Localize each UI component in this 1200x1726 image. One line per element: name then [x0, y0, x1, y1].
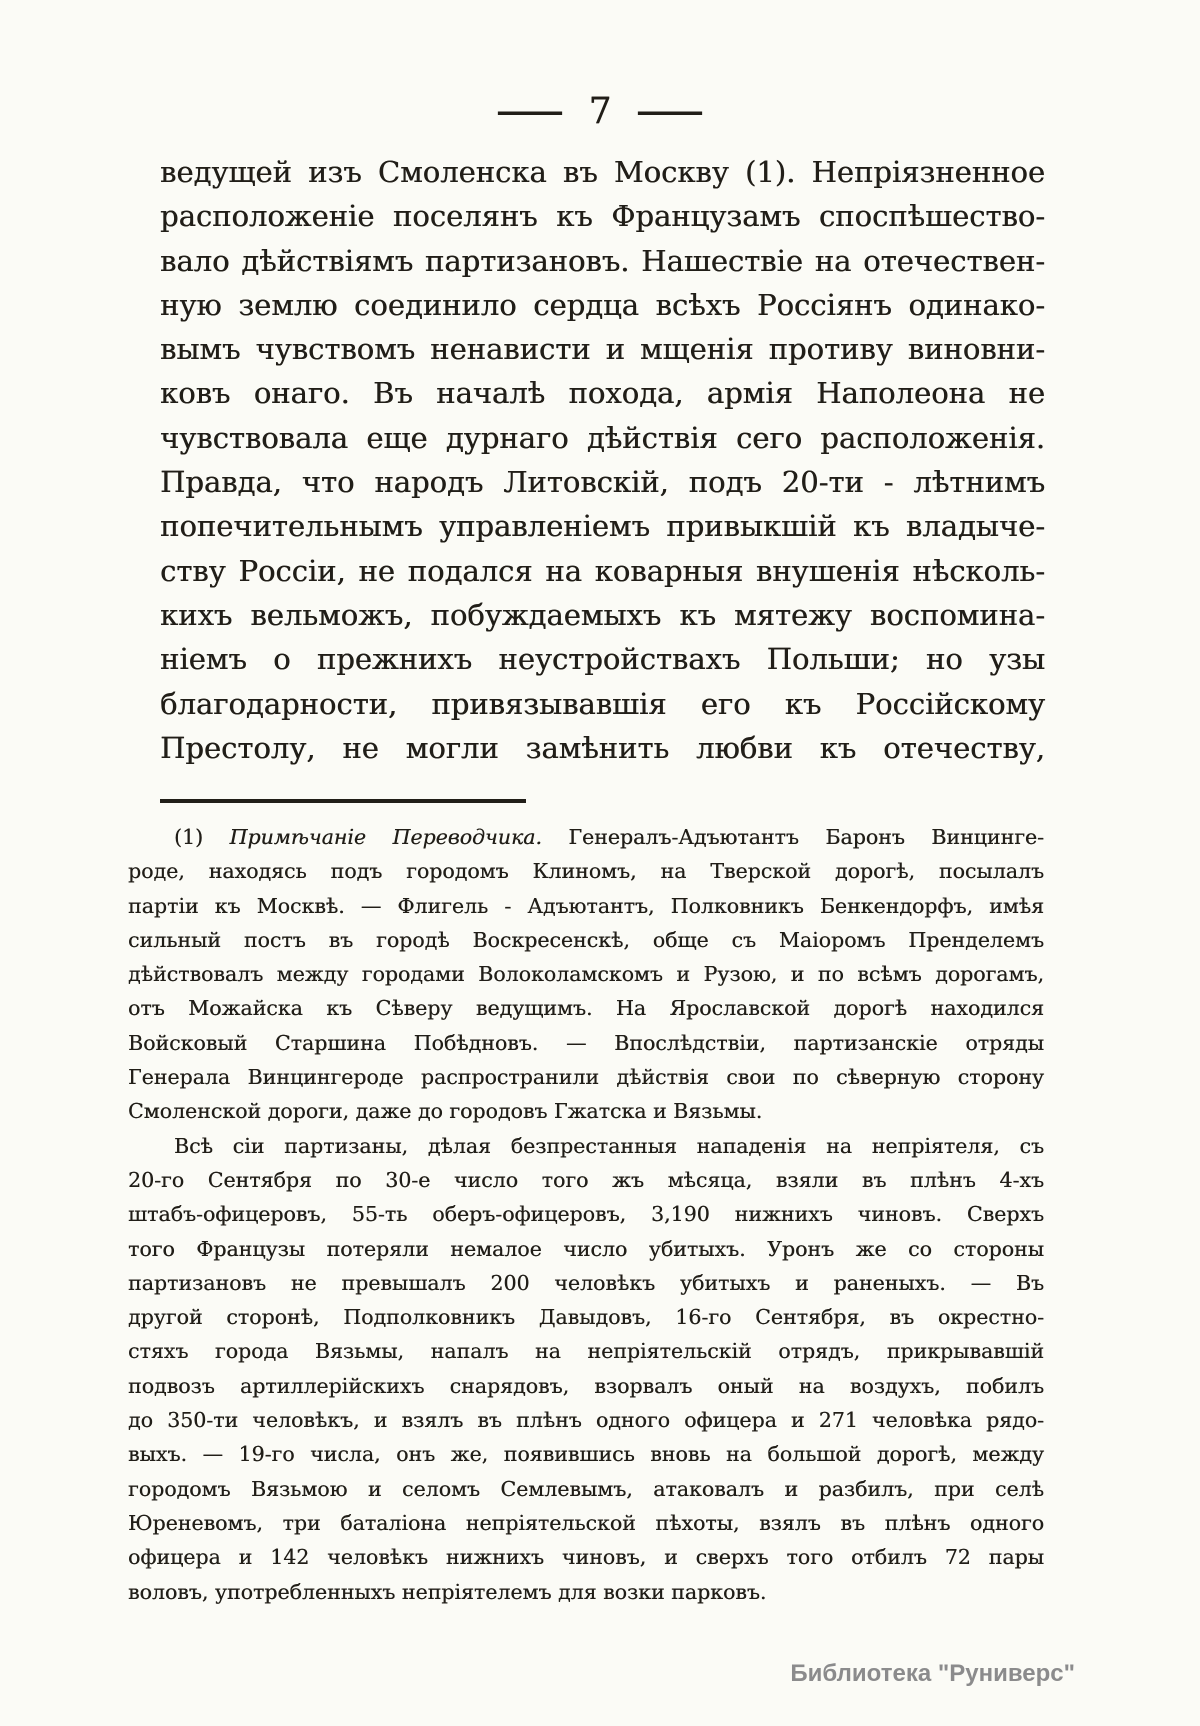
main-text-line: Правда, что народъ Литовскій, подъ 20-ти - лѣтнимъ [160, 465, 1045, 500]
footnote-line: того Французы потеряли немалое число убитыхъ. Уронъ же со стороны [128, 1236, 1044, 1261]
footnote-line: воловъ, употребленныхъ непріятелемъ для возки парковъ. [128, 1579, 767, 1604]
footnote-line: партіи къ Москвѣ. — Флигель - Адъютантъ, Полковникъ Бенкендорфъ, имѣя [128, 893, 1044, 918]
footnote-line: 20-го Сентября по 30-е число того жъ мѣсяца, взяли въ плѣнъ 4-хъ [128, 1167, 1044, 1192]
footnote-title: Примѣчаніе Переводчика. [229, 825, 542, 849]
footnote-line: роде, находясь подъ городомъ Клиномъ, на Тверской дорогѣ, посылалъ [128, 859, 1044, 884]
main-text-line: ковъ онаго. Въ началѣ похода, армія Наполеона не [160, 376, 1045, 411]
main-text-block [160, 150, 1045, 770]
page-number: 7 [588, 91, 612, 132]
watermark: Библиотека "Руниверс" [790, 1660, 1075, 1687]
footnote-line: офицера и 142 человѣкъ нижнихъ чиновъ, и сверхъ того отбилъ 72 пары [128, 1545, 1044, 1570]
main-text-line: вымъ чувствомъ ненависти и мщенія противу виновни- [160, 332, 1045, 367]
footnote-block [128, 820, 1044, 1609]
main-text-line: расположеніе поселянъ къ Французамъ споспѣшество- [160, 199, 1045, 234]
footnote-line: стяхъ города Вязьмы, напалъ на непріятельскій отрядъ, прикрывавшій [128, 1339, 1044, 1364]
footnote-line: Юреневомъ, три баталіона непріятельской пѣхоты, взялъ въ плѣнъ одного [128, 1510, 1044, 1535]
footnote-lines [128, 854, 1044, 1609]
main-text-line: ную землю соединило сердца всѣхъ Россіянъ одинако- [160, 287, 1045, 322]
page-number-dash-left: — [493, 94, 566, 129]
footnote-line: подвозъ артиллерійскихъ снарядовъ, взорвалъ оный на воздухъ, побилъ [128, 1373, 1044, 1398]
main-text-line: Престолу, не могли замѣнить любви къ отечеству, [160, 730, 1045, 765]
footnote-first-line [128, 820, 1044, 854]
footnote-line: Генерала Винцингероде распространили дѣйствія свои по сѣверную сторону [128, 1065, 1044, 1090]
footnote-line: сильный постъ въ городѣ Воскресенскѣ, обще съ Маіоромъ Пренделемъ [128, 927, 1044, 952]
main-text-line: благодарности, привязывавшія его къ Россійскому [160, 686, 1045, 721]
footnote-separator-rule [160, 799, 526, 803]
main-text-line: чувствовала еще дурнаго дѣйствія сего расположенія. [160, 420, 1045, 455]
footnote-line: до 350-ти человѣкъ, и взялъ въ плѣнъ одного офицера и 271 человѣка рядо- [128, 1408, 1044, 1433]
main-text-line: ведущей изъ Смоленска въ Москву (1). Непріязненное [160, 155, 1045, 189]
footnote-line: Войсковый Старшина Побѣдновъ. — Впослѣдствіи, партизанскіе отряды [128, 1030, 1044, 1055]
footnote-line: штабъ-офицеровъ, 55-ть оберъ-офицеровъ, 3,190 нижнихъ чиновъ. Сверхъ [128, 1202, 1044, 1227]
footnote-line: другой сторонѣ, Подполковникъ Давыдовъ, 16-го Сентября, въ окрестно- [128, 1305, 1044, 1330]
footnote-line: Всѣ сіи партизаны, дѣлая безпрестанныя нападенія на непріятеля, съ [174, 1133, 1044, 1158]
footnote-first-line-text: Генералъ-Адъютантъ Баронъ Винцинге- [568, 825, 1044, 849]
page-header [0, 91, 1200, 132]
page-number-dash-right: — [634, 94, 707, 129]
footnote-line: выхъ. — 19-го числа, онъ же, появившись вновь на большой дорогѣ, между [128, 1442, 1044, 1467]
main-text-line: ству Россіи, не подался на коварныя внушенія нѣсколь- [160, 553, 1045, 588]
main-text-line: вало дѣйствіямъ партизановъ. Нашествіе на отечествен- [160, 243, 1045, 278]
main-text-line: кихъ вельможъ, побуждаемыхъ къ мятежу воспомина- [160, 597, 1045, 632]
main-text-line: ніемъ о прежнихъ неустройствахъ Польши; но узы [160, 642, 1045, 677]
footnote-line: городомъ Вязьмою и селомъ Семлевымъ, атаковалъ и разбилъ, при селѣ [128, 1476, 1044, 1501]
footnote-line: отъ Можайска къ Сѣверу ведущимъ. На Ярославской дорогѣ находился [128, 996, 1044, 1021]
footnote-line: дѣйствовалъ между городами Волоколамскомъ и Рузою, и по всѣмъ дорогамъ, [128, 962, 1044, 987]
footnote-line: партизановъ не превышалъ 200 человѣкъ убитыхъ и раненыхъ. — Въ [128, 1270, 1044, 1295]
footnote-line: Смоленской дороги, даже до городовъ Гжатска и Вязьмы. [128, 1099, 763, 1124]
main-text-line: попечительнымъ управленіемъ привыкшій къ владыче- [160, 509, 1045, 544]
footnote-marker: (1) [174, 825, 204, 849]
